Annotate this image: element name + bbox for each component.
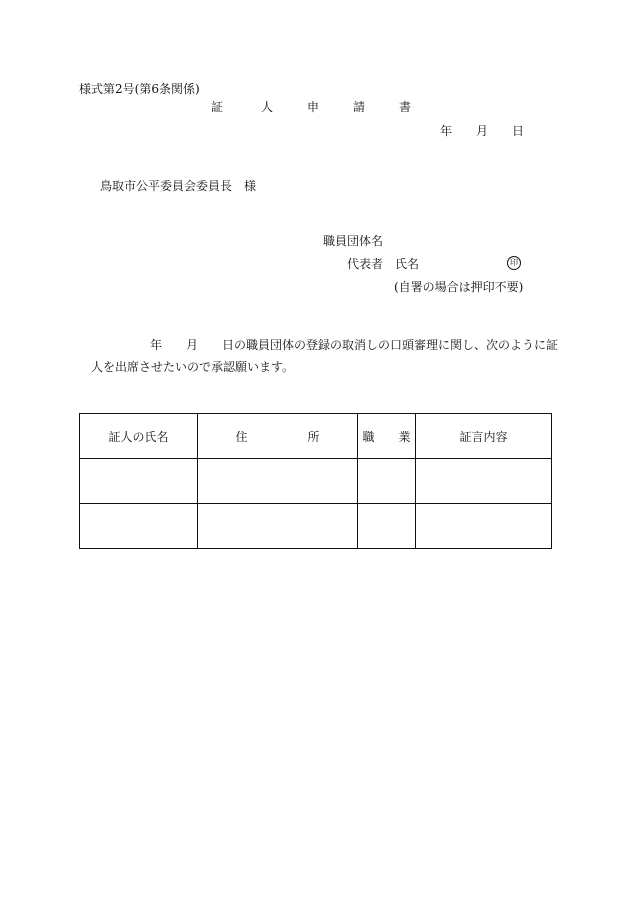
cell-witness-name[interactable] (80, 459, 198, 504)
title-char: 申 (307, 100, 320, 114)
cell-address[interactable] (198, 504, 358, 549)
org-name-label: 職員団体名 (323, 234, 384, 248)
cell-testimony[interactable] (416, 459, 552, 504)
date-day: 日 (512, 124, 525, 138)
addressee: 鳥取市公平委員会委員長 様 (100, 179, 257, 193)
form-number-label: 様式第2号(第6条関係) (79, 82, 200, 96)
witness-table (79, 413, 552, 549)
date-month: 月 (476, 124, 489, 138)
title-char: 人 (261, 100, 274, 114)
header-address: 住 所 (198, 414, 358, 459)
table-header-row (80, 414, 552, 459)
seal-mark: 印 (507, 256, 521, 270)
body-line1-text: 日の職員団体の登録の取消しの口頭審理に関し、次のように証 (222, 338, 559, 352)
title-char: 証 (211, 100, 224, 114)
cell-witness-name[interactable] (80, 504, 198, 549)
seal-note: (自署の場合は押印不要) (394, 280, 524, 294)
representative-label: 代表者 氏名 (347, 257, 420, 271)
body-line-2: 人を出席させたいので承認願います。 (91, 360, 295, 374)
body-month: 月 (186, 338, 199, 352)
body-line-1 (150, 338, 558, 352)
table-row (80, 459, 552, 504)
cell-occupation[interactable] (358, 459, 416, 504)
header-witness-name: 証人の氏名 (80, 414, 198, 459)
table-row (80, 504, 552, 549)
title-char: 請 (353, 100, 366, 114)
header-occupation: 職 業 (358, 414, 416, 459)
cell-occupation[interactable] (358, 504, 416, 549)
date-line (440, 124, 530, 138)
body-year: 年 (150, 338, 163, 352)
cell-testimony[interactable] (416, 504, 552, 549)
cell-address[interactable] (198, 459, 358, 504)
title-char: 書 (399, 100, 412, 114)
date-year: 年 (440, 124, 453, 138)
header-testimony: 証言内容 (416, 414, 552, 459)
